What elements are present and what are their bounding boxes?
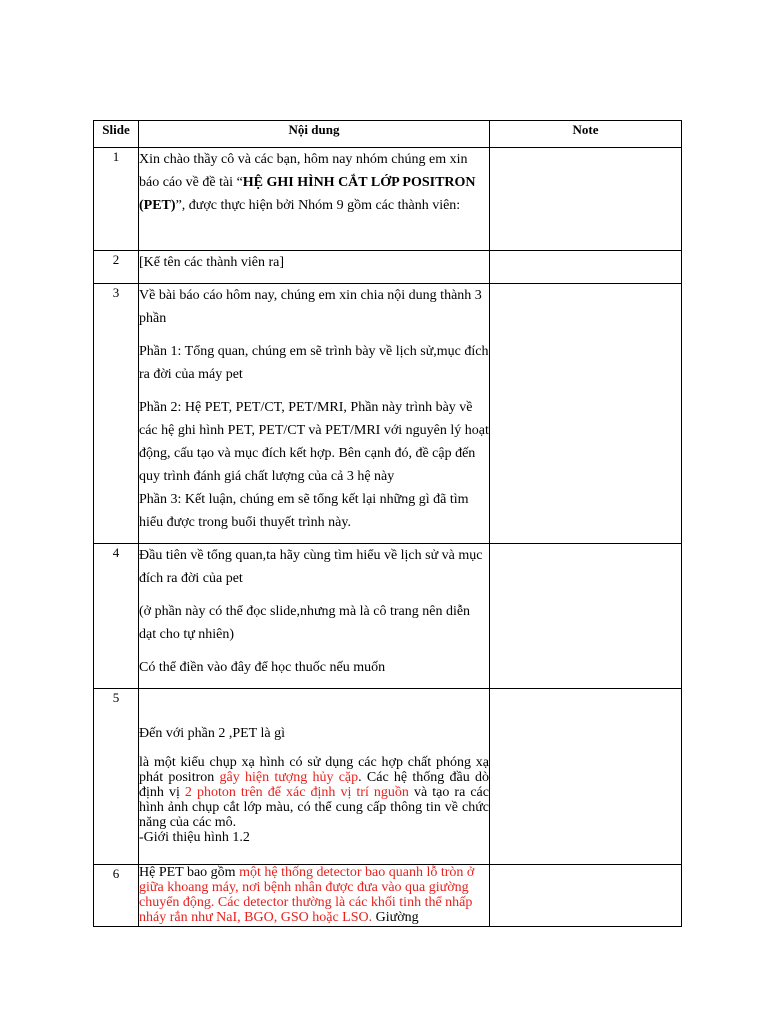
note-cell	[490, 865, 682, 927]
content-paragraph: Phần 3: Kết luận, chúng em sẽ tổng kết lại những gì đã tìm hiểu được trong buổi thuyết trình này.	[139, 492, 469, 530]
content-paragraph: [Kể tên các thành viên ra]	[139, 255, 284, 270]
highlighted-text: 2 photon trên để xác định vị trí nguồn	[184, 785, 409, 800]
presentation-script-table	[93, 120, 682, 927]
content-paragraph: là một kiểu chụp xạ hình có sử dụng các hợp chất phóng xạ phát positron gây hiện tượng hủy cặp. Các hệ thống đầu dò định vị 2 photon trên để xác định vị trí nguồn và tạo ra các hình ảnh chụp cắt lớp màu, có thể cung cấp thông tin về chức năng của các mô.	[139, 755, 489, 830]
table-row	[94, 284, 682, 544]
slide-number: 5	[94, 689, 139, 865]
slide-number: 3	[94, 284, 139, 544]
content-cell	[139, 544, 490, 689]
content-cell	[139, 865, 490, 927]
header-slide: Slide	[94, 121, 139, 148]
slide-number: 2	[94, 251, 139, 284]
content-paragraph: Về bài báo cáo hôm nay, chúng em xin chia nội dung thành 3 phần	[139, 288, 482, 326]
table-row	[94, 148, 682, 251]
content-cell	[139, 148, 490, 251]
content-cell	[139, 251, 490, 284]
slide-number: 1	[94, 148, 139, 251]
content-cell	[139, 284, 490, 544]
content-paragraph: Đến với phần 2 ,PET là gì	[139, 726, 285, 741]
topic-title: HỆ GHI HÌNH CẮT LỚP POSITRON (PET)	[139, 175, 476, 213]
slide-number: 6	[94, 865, 139, 927]
table-row	[94, 544, 682, 689]
note-cell	[490, 689, 682, 865]
note-cell	[490, 148, 682, 251]
table-row	[94, 689, 682, 865]
header-content: Nội dung	[139, 121, 490, 148]
note-cell	[490, 284, 682, 544]
table-header-row	[94, 121, 682, 148]
content-paragraph: Phần 2: Hệ PET, PET/CT, PET/MRI, Phần này trình bày về các hệ ghi hình PET, PET/CT và PET/MRI với nguyên lý hoạt động, cấu tạo và mục đích kết hợp. Bên cạnh đó, đề cập đến quy trình đánh giá chất lượng của cả 3 hệ này	[139, 400, 489, 484]
content-paragraph: Phần 1: Tổng quan, chúng em sẽ trình bày về lịch sử,mục đích ra đời của máy pet	[139, 344, 489, 382]
highlighted-text: một hệ thống detector bao quanh lỗ tròn ở giữa khoang máy, nơi bệnh nhân được đưa vào qua giường chuyển động. Các detector thường là các khối tinh thể nhấp nháy rắn như NaI, BGO, GSO hoặc LSO.	[139, 865, 475, 925]
content-paragraph: Xin chào thầy cô và các bạn, hôm nay nhóm chúng em xin báo cáo về đề tài “HỆ GHI HÌNH CẮT LỚP POSITRON (PET)”, được thực hiện bởi Nhóm 9 gồm các thành viên:	[139, 152, 476, 213]
note-cell	[490, 251, 682, 284]
content-paragraph: Đầu tiên về tổng quan,ta hãy cùng tìm hiểu về lịch sử và mục đích ra đời của pet	[139, 548, 483, 586]
content-paragraph: Có thể điền vào đây để học thuốc nếu muốn	[139, 660, 386, 675]
table-row	[94, 251, 682, 284]
note-cell	[490, 544, 682, 689]
highlighted-text: gây hiện tượng hủy cặp	[219, 770, 359, 785]
slide-number: 4	[94, 544, 139, 689]
content-paragraph: -Giới thiệu hình 1.2	[139, 830, 250, 845]
header-note: Note	[490, 121, 682, 148]
content-paragraph: (ở phần này có thể đọc slide,nhưng mà là cô trang nên diễn dạt cho tự nhiên)	[139, 604, 471, 642]
content-cell	[139, 689, 490, 865]
table-row	[94, 865, 682, 927]
content-paragraph: Hệ PET bao gồm một hệ thống detector bao quanh lỗ tròn ở giữa khoang máy, nơi bệnh nhân được đưa vào qua giường chuyển động. Các detector thường là các khối tinh thể nhấp nháy rắn như NaI, BGO, GSO hoặc LSO. Giường	[139, 865, 475, 925]
